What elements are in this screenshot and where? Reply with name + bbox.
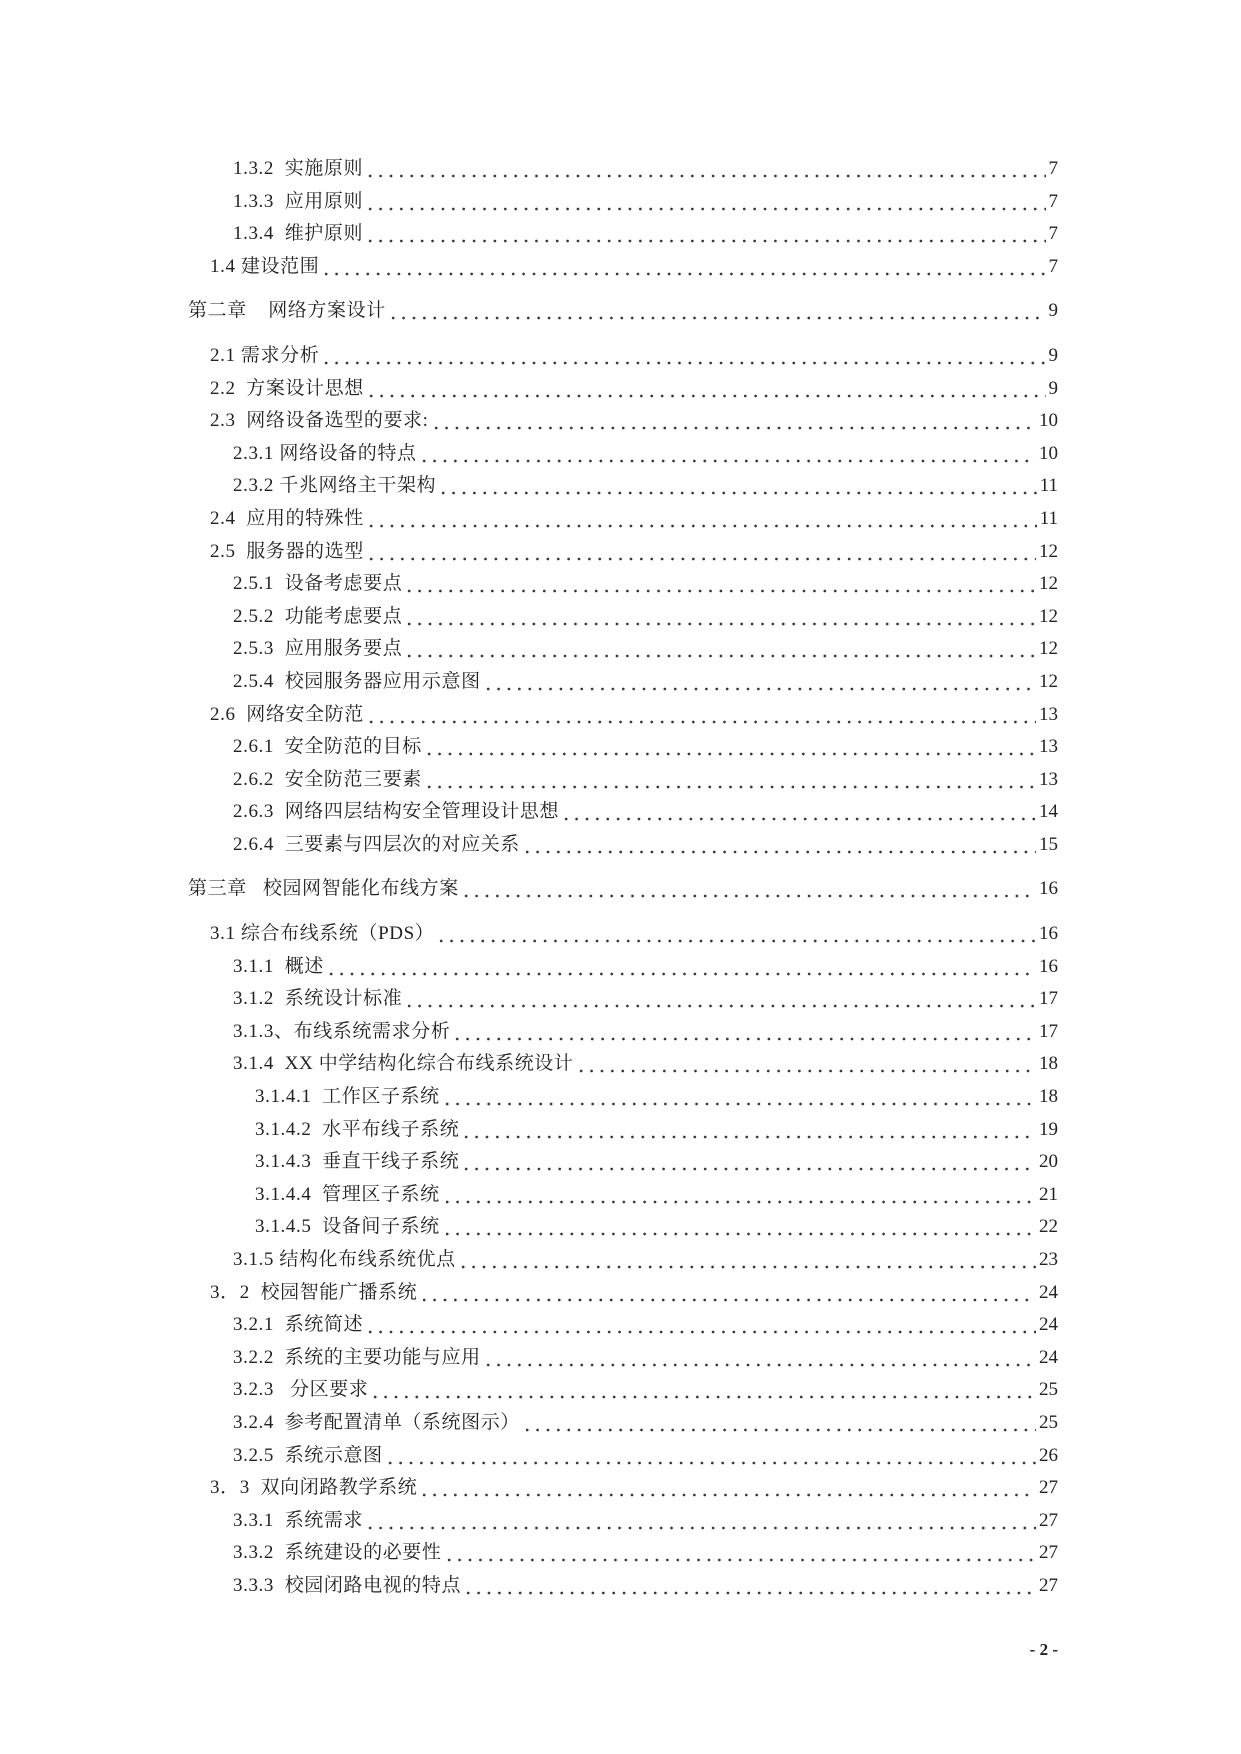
toc-entry-page: 27 xyxy=(1039,1477,1058,1499)
toc-entry xyxy=(188,829,1058,862)
toc-chapter xyxy=(188,295,1058,328)
dot-leader xyxy=(419,438,1036,471)
toc-entry-page: 27 xyxy=(1039,1542,1058,1564)
toc-entry-title: 1.3.2 实施原则 xyxy=(233,158,364,179)
toc-entry xyxy=(188,438,1058,471)
toc-entry xyxy=(188,1244,1058,1277)
toc-entry-page: 13 xyxy=(1039,736,1058,758)
toc-entry xyxy=(188,568,1058,601)
toc-entry xyxy=(188,666,1058,699)
dot-leader xyxy=(365,1505,1036,1538)
toc-entry xyxy=(188,503,1058,536)
toc-entry xyxy=(188,633,1058,666)
toc-entry-title: 3.1.1 概述 xyxy=(233,955,324,977)
dot-leader xyxy=(321,251,1045,284)
toc-entry-title: 3.2.5 系统示意图 xyxy=(233,1444,383,1466)
toc-entry xyxy=(188,218,1058,251)
toc-entry xyxy=(188,1309,1058,1342)
dot-leader xyxy=(461,1114,1036,1147)
toc-entry-page: 21 xyxy=(1039,1183,1058,1205)
toc-entry-page: 9 xyxy=(1048,300,1058,322)
dot-leader xyxy=(442,1179,1036,1212)
dot-leader xyxy=(321,340,1045,373)
dot-leader xyxy=(483,1342,1036,1375)
dot-leader xyxy=(561,796,1036,829)
toc-entry-title: 3.1.4.5 设备间子系统 xyxy=(255,1216,440,1238)
toc-entry-title: 2.6.2 安全防范三要素 xyxy=(233,768,422,790)
dot-leader xyxy=(458,1244,1036,1277)
toc-entry-page: 24 xyxy=(1039,1281,1058,1303)
toc-entry-page: 23 xyxy=(1039,1249,1058,1270)
toc-entry xyxy=(188,699,1058,732)
toc-entry-page: 19 xyxy=(1039,1118,1058,1140)
toc-entry-title: 2.4 应用的特殊性 xyxy=(210,507,364,529)
toc-entry xyxy=(188,1081,1058,1114)
toc-entry-page: 11 xyxy=(1039,475,1058,497)
toc-entry-page: 7 xyxy=(1048,158,1058,179)
toc-entry xyxy=(188,1048,1058,1081)
toc-entry-title: 3.1.3、布线系统需求分析 xyxy=(233,1020,451,1042)
dot-leader xyxy=(365,186,1045,219)
toc-entry-title: 2.6.1 安全防范的目标 xyxy=(233,736,422,758)
toc-entry xyxy=(188,1570,1058,1603)
dot-leader xyxy=(365,218,1045,251)
toc-entry-title: 3.2.4 参考配置清单（系统图示） xyxy=(233,1411,520,1433)
dot-leader xyxy=(366,373,1046,406)
toc-entry-title: 3.2.3 分区要求 xyxy=(233,1379,369,1401)
dot-leader xyxy=(463,1570,1036,1603)
dot-leader xyxy=(404,601,1036,634)
toc-entry-title: 3.3.2 系统建设的必要性 xyxy=(233,1542,442,1564)
toc-chapter xyxy=(188,873,1058,906)
toc-entry-page: 13 xyxy=(1039,768,1058,790)
dot-leader xyxy=(365,1309,1036,1342)
toc-entry xyxy=(188,796,1058,829)
toc-entry-page: 14 xyxy=(1039,801,1058,823)
toc-entry xyxy=(188,1374,1058,1407)
toc-entry-page: 22 xyxy=(1039,1216,1058,1238)
toc-entry xyxy=(188,1505,1058,1538)
toc-entry xyxy=(188,373,1058,406)
dot-leader xyxy=(522,829,1036,862)
dot-leader xyxy=(404,568,1036,601)
toc-entry xyxy=(188,536,1058,569)
toc-entry-page: 7 xyxy=(1048,223,1058,245)
toc-entry-title: 2.6.3 网络四层结构安全管理设计思想 xyxy=(233,801,560,823)
toc-entry-title: 3.3.1 系统需求 xyxy=(233,1509,364,1531)
toc-entry-page: 12 xyxy=(1039,605,1058,627)
toc-entry-title: 3．2 校园智能广播系统 xyxy=(210,1281,418,1303)
toc-entry xyxy=(188,1179,1058,1212)
dot-leader xyxy=(442,1081,1036,1114)
toc-entry xyxy=(188,1537,1058,1570)
toc-entry xyxy=(188,470,1058,503)
toc-entry-title: 3.1 综合布线系统（PDS） xyxy=(210,923,435,945)
toc-entry-title: 2.3.1 网络设备的特点 xyxy=(233,442,417,464)
toc-entry xyxy=(188,1407,1058,1440)
toc-entry-page: 27 xyxy=(1039,1574,1058,1596)
toc-entry-title: 3.1.4 XX 中学结构化综合布线系统设计 xyxy=(233,1053,574,1075)
dot-leader xyxy=(522,1407,1036,1440)
toc-entry xyxy=(188,251,1058,284)
toc-entry-page: 18 xyxy=(1039,1086,1058,1108)
toc-entry-page: 12 xyxy=(1039,573,1058,595)
dot-leader xyxy=(438,470,1037,503)
toc-chapter-title: 第二章 网络方案设计 xyxy=(188,300,386,322)
toc-entry-page: 24 xyxy=(1039,1346,1058,1368)
toc-entry-title: 3.3.3 校园闭路电视的特点 xyxy=(233,1574,462,1596)
toc-entry xyxy=(188,918,1058,951)
toc-entry-title: 3.1.5 结构化布线系统优点 xyxy=(233,1249,456,1270)
toc-entry xyxy=(188,1114,1058,1147)
toc-entry-title: 2.5.4 校园服务器应用示意图 xyxy=(233,670,481,692)
toc-entry-page: 18 xyxy=(1039,1053,1058,1075)
dot-leader xyxy=(442,1211,1036,1244)
dot-leader xyxy=(452,1016,1036,1049)
toc-entry-title: 2.3 网络设备选型的要求: xyxy=(210,410,429,432)
dot-leader xyxy=(326,951,1036,984)
dot-leader xyxy=(436,918,1036,951)
toc-entry xyxy=(188,153,1058,186)
toc-entry-page: 16 xyxy=(1039,923,1058,945)
toc-entry-page: 16 xyxy=(1039,878,1058,900)
dot-leader xyxy=(576,1048,1037,1081)
toc-entry-page: 25 xyxy=(1039,1411,1058,1433)
toc-entry-page: 17 xyxy=(1039,1020,1058,1042)
toc-chapter-title: 第三章 校园网智能化布线方案 xyxy=(188,878,459,900)
toc-entry xyxy=(188,1342,1058,1375)
toc-entry-title: 3.1.2 系统设计标准 xyxy=(233,988,403,1010)
toc-entry-page: 9 xyxy=(1048,377,1058,399)
dot-leader xyxy=(404,633,1036,666)
dot-leader xyxy=(431,405,1036,438)
toc-entry-page: 26 xyxy=(1039,1444,1058,1466)
dot-leader xyxy=(366,536,1036,569)
toc-entry-title: 2.3.2 千兆网络主干架构 xyxy=(233,475,437,497)
table-of-contents xyxy=(188,153,1058,1603)
toc-entry xyxy=(188,405,1058,438)
toc-entry-page: 7 xyxy=(1048,190,1058,212)
toc-entry xyxy=(188,1016,1058,1049)
toc-entry-title: 3.1.4.2 水平布线子系统 xyxy=(255,1118,460,1140)
dot-leader xyxy=(424,764,1036,797)
toc-entry-page: 7 xyxy=(1048,255,1058,277)
toc-entry xyxy=(188,340,1058,373)
toc-entry-title: 1.3.4 维护原则 xyxy=(233,223,364,245)
toc-entry-page: 20 xyxy=(1039,1151,1058,1173)
toc-entry-title: 3.2.2 系统的主要功能与应用 xyxy=(233,1346,481,1368)
toc-entry-title: 3.2.1 系统简述 xyxy=(233,1314,364,1336)
toc-entry-page: 27 xyxy=(1039,1509,1058,1531)
dot-leader xyxy=(388,295,1046,328)
toc-entry xyxy=(188,951,1058,984)
dot-leader xyxy=(366,699,1036,732)
toc-entry-title: 3.1.4.1 工作区子系统 xyxy=(255,1086,440,1108)
toc-entry-page: 16 xyxy=(1039,955,1058,977)
dot-leader xyxy=(419,1472,1036,1505)
dot-leader xyxy=(461,1146,1036,1179)
toc-entry-page: 13 xyxy=(1039,703,1058,725)
toc-entry xyxy=(188,601,1058,634)
dot-leader xyxy=(461,873,1036,906)
toc-entry-title: 3.1.4.3 垂直干线子系统 xyxy=(255,1151,460,1173)
toc-entry xyxy=(188,1440,1058,1473)
toc-entry xyxy=(188,1146,1058,1179)
toc-entry-page: 11 xyxy=(1039,507,1058,529)
toc-entry-title: 2.5.3 应用服务要点 xyxy=(233,638,403,660)
toc-entry xyxy=(188,186,1058,219)
toc-entry-page: 24 xyxy=(1039,1314,1058,1336)
toc-entry-page: 25 xyxy=(1039,1379,1058,1401)
dot-leader xyxy=(483,666,1036,699)
dot-leader xyxy=(370,1374,1036,1407)
toc-entry-title: 2.1 需求分析 xyxy=(210,344,320,366)
toc-entry-page: 10 xyxy=(1039,410,1058,432)
toc-entry-page: 12 xyxy=(1039,638,1058,660)
toc-entry-page: 12 xyxy=(1039,540,1058,562)
page-number: - 2 - xyxy=(1029,1640,1058,1659)
toc-entry-title: 1.3.3 应用原则 xyxy=(233,190,364,212)
toc-entry xyxy=(188,983,1058,1016)
dot-leader xyxy=(419,1277,1036,1310)
toc-entry-page: 17 xyxy=(1039,988,1058,1010)
toc-entry xyxy=(188,1211,1058,1244)
toc-entry-page: 10 xyxy=(1039,442,1058,464)
toc-entry-page: 9 xyxy=(1048,344,1058,366)
toc-entry-page: 12 xyxy=(1039,670,1058,692)
dot-leader xyxy=(385,1440,1036,1473)
toc-entry-title: 3．3 双向闭路教学系统 xyxy=(210,1477,418,1499)
toc-entry xyxy=(188,1472,1058,1505)
toc-entry-title: 2.6.4 三要素与四层次的对应关系 xyxy=(233,833,520,855)
toc-entry-title: 2.5 服务器的选型 xyxy=(210,540,364,562)
toc-entry xyxy=(188,731,1058,764)
toc-entry-title: 2.5.2 功能考虑要点 xyxy=(233,605,403,627)
toc-entry-title: 3.1.4.4 管理区子系统 xyxy=(255,1183,440,1205)
toc-entry-title: 2.6 网络安全防范 xyxy=(210,703,364,725)
toc-entry xyxy=(188,1277,1058,1310)
toc-entry-title: 2.5.1 设备考虑要点 xyxy=(233,573,403,595)
dot-leader xyxy=(424,731,1036,764)
dot-leader xyxy=(366,503,1037,536)
toc-entry xyxy=(188,764,1058,797)
toc-entry-title: 2.2 方案设计思想 xyxy=(210,377,364,399)
toc-entry-page: 15 xyxy=(1039,833,1058,855)
dot-leader xyxy=(404,983,1036,1016)
toc-entry-title: 1.4 建设范围 xyxy=(210,255,320,277)
dot-leader xyxy=(444,1537,1036,1570)
dot-leader xyxy=(365,153,1045,186)
